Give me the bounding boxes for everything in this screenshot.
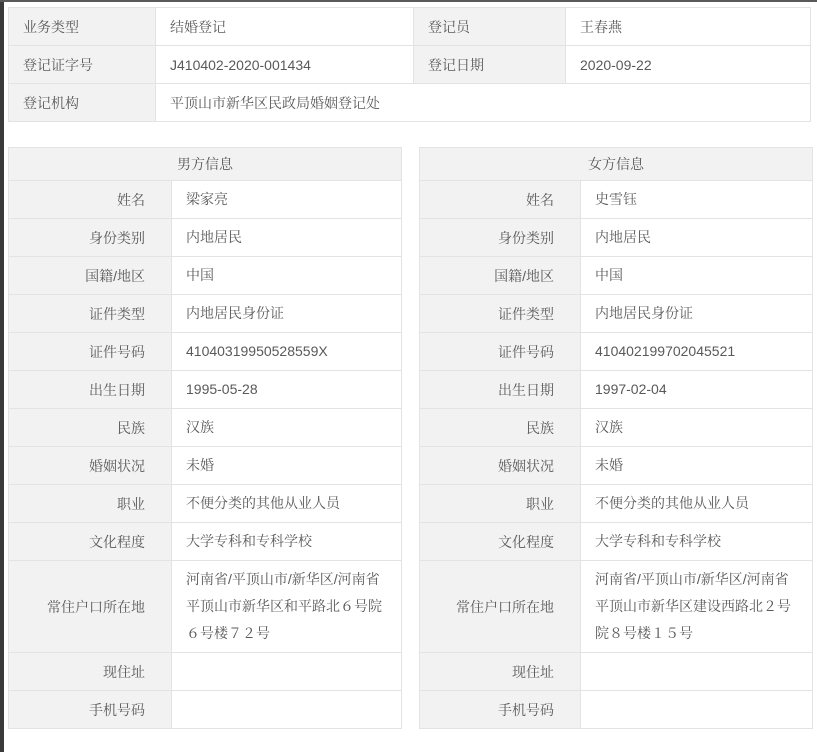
table-row [9, 409, 402, 447]
field-value: 未婚 [581, 447, 813, 485]
female-table-title: 女方信息 [420, 148, 813, 181]
table-header-row [9, 148, 402, 181]
field-value: 未婚 [172, 447, 402, 485]
field-label: 出生日期 [9, 371, 172, 409]
field-label: 证件类型 [9, 295, 172, 333]
field-label: 手机号码 [420, 691, 581, 729]
field-value: 1995-05-28 [172, 371, 402, 409]
field-value: 梁家亮 [172, 181, 402, 219]
field-label: 登记机构 [9, 84, 156, 122]
field-value: 1997-02-04 [581, 371, 813, 409]
table-row [420, 485, 813, 523]
field-value [581, 691, 813, 729]
table-row [420, 333, 813, 371]
table-row [9, 333, 402, 371]
window-top-edge [0, 0, 817, 2]
field-value: J410402-2020-001434 [156, 46, 414, 84]
field-label: 婚姻状况 [9, 447, 172, 485]
field-value: 内地居民 [172, 219, 402, 257]
field-label: 登记证字号 [9, 46, 156, 84]
table-row [420, 219, 813, 257]
field-value: 410402199702045521 [581, 333, 813, 371]
field-label: 姓名 [420, 181, 581, 219]
table-row [9, 447, 402, 485]
field-label: 姓名 [9, 181, 172, 219]
field-label: 现住址 [420, 653, 581, 691]
field-value: 汉族 [172, 409, 402, 447]
field-value: 大学专科和专科学校 [581, 523, 813, 561]
table-row [420, 295, 813, 333]
table-row [9, 84, 811, 122]
field-label: 登记日期 [414, 46, 566, 84]
field-value: 结婚登记 [156, 8, 414, 46]
field-value: 大学专科和专科学校 [172, 523, 402, 561]
field-label: 手机号码 [9, 691, 172, 729]
field-label: 职业 [420, 485, 581, 523]
field-value: 汉族 [581, 409, 813, 447]
field-value: 不便分类的其他从业人员 [172, 485, 402, 523]
field-label: 文化程度 [420, 523, 581, 561]
field-label: 现住址 [9, 653, 172, 691]
marriage-registration-record [8, 7, 810, 729]
window-left-edge [0, 0, 4, 752]
field-label: 登记员 [414, 8, 566, 46]
field-label: 出生日期 [420, 371, 581, 409]
table-row [420, 653, 813, 691]
table-row [9, 561, 402, 653]
table-row [420, 447, 813, 485]
field-value: 不便分类的其他从业人员 [581, 485, 813, 523]
field-label: 国籍/地区 [9, 257, 172, 295]
field-label: 证件号码 [9, 333, 172, 371]
field-value: 内地居民身份证 [581, 295, 813, 333]
field-value: 中国 [172, 257, 402, 295]
field-value: 王春燕 [566, 8, 811, 46]
table-row [420, 523, 813, 561]
table-row [9, 219, 402, 257]
table-row [420, 257, 813, 295]
field-label: 文化程度 [9, 523, 172, 561]
table-row [9, 371, 402, 409]
table-row [9, 523, 402, 561]
table-row [9, 257, 402, 295]
field-value: 41040319950528559X [172, 333, 402, 371]
table-row [9, 691, 402, 729]
field-label: 民族 [420, 409, 581, 447]
registration-summary-table [8, 7, 811, 122]
table-row [9, 8, 811, 46]
field-label: 常住户口所在地 [9, 561, 172, 653]
field-value: 2020-09-22 [566, 46, 811, 84]
female-info-table [419, 147, 813, 729]
male-info-table [8, 147, 402, 729]
table-header-row [420, 148, 813, 181]
table-row [420, 561, 813, 653]
field-label: 证件类型 [420, 295, 581, 333]
field-label: 业务类型 [9, 8, 156, 46]
table-row [420, 691, 813, 729]
field-label: 民族 [9, 409, 172, 447]
field-value: 内地居民身份证 [172, 295, 402, 333]
table-row [9, 181, 402, 219]
field-value [581, 653, 813, 691]
field-value: 河南省/平顶山市/新华区/河南省平顶山市新华区和平路北６号院６号楼７２号 [172, 561, 402, 653]
field-label: 常住户口所在地 [420, 561, 581, 653]
field-value: 中国 [581, 257, 813, 295]
field-label: 身份类别 [9, 219, 172, 257]
table-row [9, 653, 402, 691]
field-label: 国籍/地区 [420, 257, 581, 295]
table-row [420, 181, 813, 219]
field-value [172, 653, 402, 691]
table-row [9, 485, 402, 523]
table-row [420, 371, 813, 409]
field-label: 证件号码 [420, 333, 581, 371]
table-row [420, 409, 813, 447]
table-row [9, 295, 402, 333]
person-info-section [8, 147, 810, 729]
field-value: 史雪钰 [581, 181, 813, 219]
field-value: 河南省/平顶山市/新华区/河南省平顶山市新华区建设西路北２号院８号楼１５号 [581, 561, 813, 653]
field-label: 婚姻状况 [420, 447, 581, 485]
field-value [172, 691, 402, 729]
field-value: 内地居民 [581, 219, 813, 257]
field-value: 平顶山市新华区民政局婚姻登记处 [156, 84, 811, 122]
field-label: 职业 [9, 485, 172, 523]
male-table-title: 男方信息 [9, 148, 402, 181]
table-row [9, 46, 811, 84]
field-label: 身份类别 [420, 219, 581, 257]
